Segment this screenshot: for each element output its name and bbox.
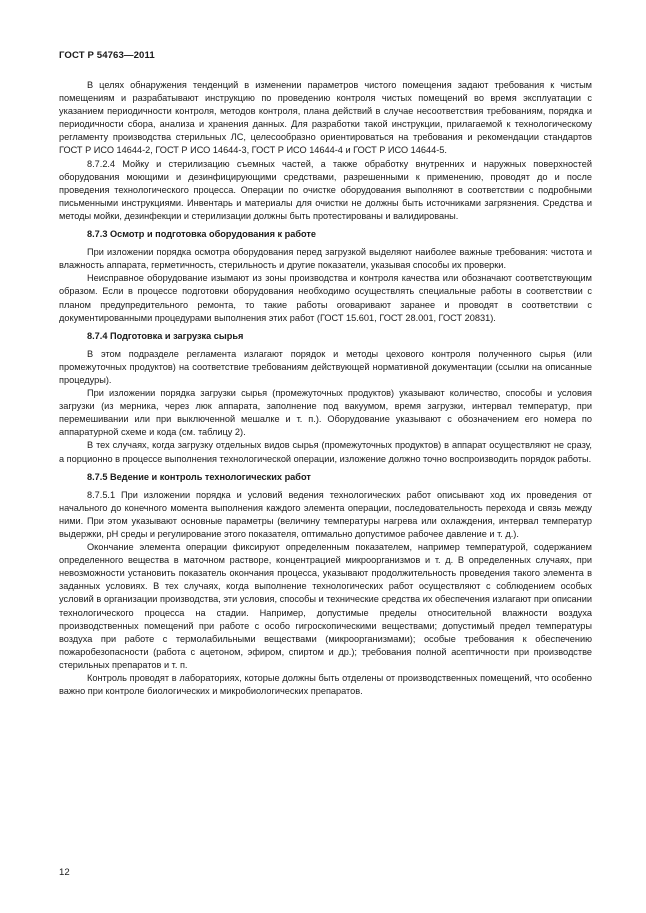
standard-header: ГОСТ Р 54763—2011 — [59, 50, 155, 61]
paragraph: 8.7.2.4 Мойку и стерилизацию съемных частей, а также обработку внутренних и наружных поверхностей оборудования моющими и дезинфицирующими средствами, разрешенными к применению, проводят до и после проведения технологического процесса. Операции по очистке оборудования выполняют в соответствии с подробными письменными инструкциями. Инвентарь и материалы для очистки не должны быть источниками загрязнения. Средства и методы мойки, дезинфекции и стерилизации должны быть протестированы и валидированы. — [59, 158, 592, 221]
paragraph: При изложении порядка осмотра оборудования перед загрузкой выделяют наиболее важные требования: чистота и влажность аппарата, герметичность, стерильность и другие показатели, указывая способы их проверки. — [59, 247, 592, 271]
paragraph: Контроль проводят в лабораториях, которые должны быть отделены от производственных помещений, что особенно важно при контроле биологических и микробиологических препаратов. — [59, 673, 592, 697]
document-body — [59, 79, 592, 698]
page-number: 12 — [59, 867, 70, 878]
paragraph: При изложении порядка загрузки сырья (промежуточных продуктов) указывают количество, способы и условия загрузки (из мерника, через люк аппарата, заполнение под вакуумом, время загрузки, интервал температур, при перемешивании или при выключенной мешалке и т. п.). Оборудование указывают с обозначением его номера по аппаратурной схеме и кода (см. таблицу 2). — [59, 388, 592, 438]
paragraph: В целях обнаружения тенденций в изменении параметров чистого помещения задают требования к чистым помещениям и разрабатывают инструкцию по проведению контроля чистых помещений во время эксплуатации с указанием периодичности контроля, методов контроля, плана действий в случае несоответствия требованиям, порядка и периодичности сбора, анализа и хранения данных. Для разработки такой инструкции, прилагаемой к технологическому регламенту производства стерильных ЛС, целесообразно ориентироваться на требования и рекомендации стандартов ГОСТ Р ИСО 14644-2, ГОСТ Р ИСО 14644-3, ГОСТ Р ИСО 14644-4 и ГОСТ Р ИСО 14644-5. — [59, 80, 592, 156]
paragraph: В этом подразделе регламента излагают порядок и методы цехового контроля полученного сырья (или промежуточных продуктов) на соответствие требованиям действующей нормативной документации (ссылки на описанные процедуры). — [59, 348, 592, 385]
paragraph: Неисправное оборудование изымают из зоны производства и контроля качества или обозначают соответствующим образом. Если в процессе подготовки оборудования необходимо осуществлять специальные работы в соответствии с планом предупредительного ремонта, то такие работы оговаривают заранее и проводят в соответствии с документированными процедурами выполнения этих работ (ГОСТ 15.601, ГОСТ 28.001, ГОСТ 20831). — [59, 273, 592, 323]
paragraph: В тех случаях, когда загрузку отдельных видов сырья (промежуточных продуктов) в аппарат осуществляют не сразу, а порционно в процессе выполнения технологической операции, изложение должно точно воспроизводить порядок работы. — [59, 440, 592, 464]
section-heading: 8.7.3 Осмотр и подготовка оборудования к работе — [87, 229, 317, 240]
section-heading: 8.7.4 Подготовка и загрузка сырья — [87, 330, 244, 341]
paragraph: Окончание элемента операции фиксируют определенным показателем, например температурой, содержанием определенного вещества в маточном растворе, концентрацией микроорганизмов и т. д. В определенных случаях, при невозможности установить показатель окончания процесса, указывают продолжительность проведения такого элемента в заданных условиях. В тех случаях, когда выполнение технологических работ осуществляют с соблюдением особых условий в организации производства, эти условия, способы и технические средства их обеспечения излагают при описании технологического процесса на стадии. Например, допустимые пределы относительной влажности воздуха производственных помещений при работе с особо гигроскопическими веществами; допустимый предел температуры воздуха при работе с термолабильными веществами (микроорганизмами); особые требования к обеспечению пожаробезопасности (работа с ацетоном, эфиром, спиртом и др.); требования полной асептичности при производстве стерильных препаратов и т. п. — [59, 542, 592, 670]
paragraph: 8.7.5.1 При изложении порядка и условий ведения технологических работ описывают ход их проведения от начального до конечного момента выполнения каждого элемента операции, последовательность перехода и связь между ними. При этом указывают основные параметры (величину температуры нагрева или охлаждения, интервал температур выдержки, pH среды и регулирование этого показателя, оптимально допустимое рабочее давление и т. д.). — [59, 489, 592, 539]
section-heading: 8.7.5 Ведение и контроль технологических работ — [87, 471, 311, 482]
